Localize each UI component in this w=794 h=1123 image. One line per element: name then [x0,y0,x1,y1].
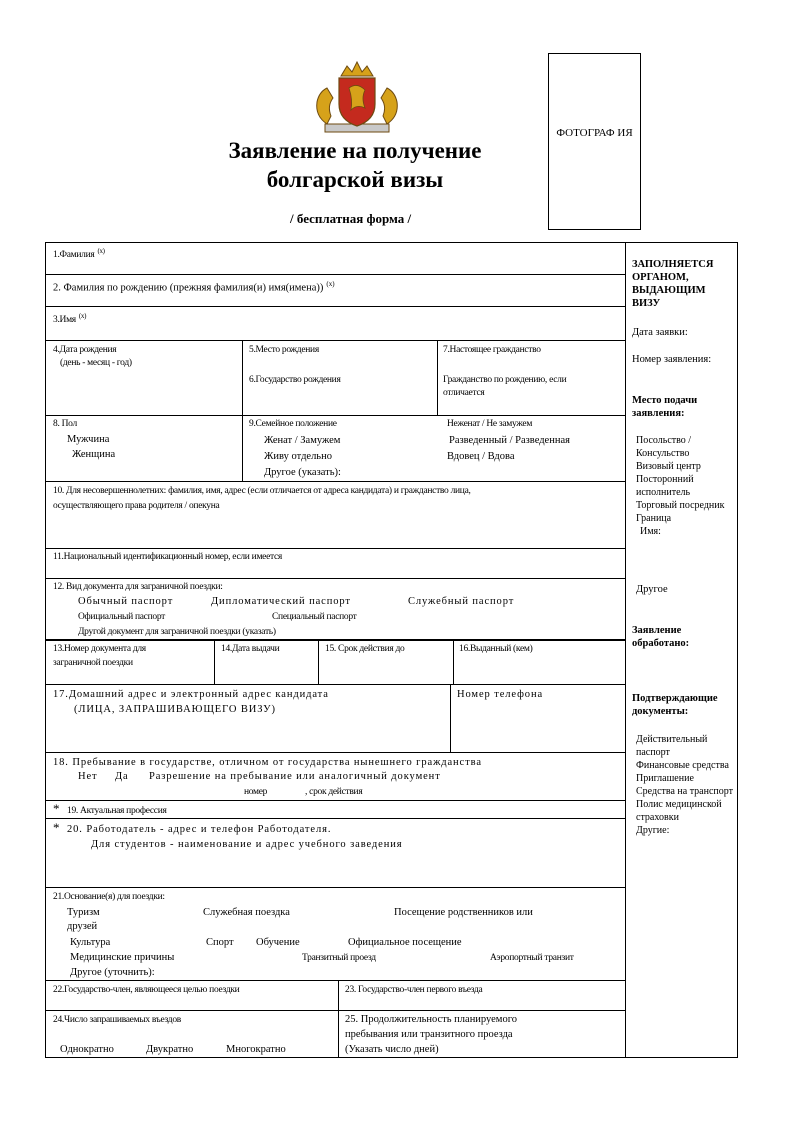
doc-invitation[interactable]: Приглашение [636,773,694,784]
surname-label: 1.Фамилия [53,250,95,261]
purpose-option-medical[interactable]: Медицинские причины [70,952,175,963]
submission-place-list [636,434,734,538]
purpose-option-transit[interactable]: Транзитный проезд [302,953,376,963]
purpose-option-sport[interactable]: Спорт [206,937,234,948]
birth-country-label: 6.Государство рождения [249,375,341,385]
guardian-label-1: 10. Для несовершеннолетних: фамилия, имя, адрес (если отличается от адреса кандидата) и гражданство лица, [53,486,471,496]
purpose-option-airport[interactable]: Аэропортный транзит [490,953,574,963]
doc-financial[interactable]: Финансовые средства [636,760,729,771]
purpose-option-business[interactable]: Служебная поездка [203,907,290,918]
doc-number-label-1: 13.Номер документа для [53,644,146,654]
purpose-option-visit[interactable]: Посещение родственников или [394,907,533,918]
marital-option-widowed[interactable]: Вдовец / Вдова [447,451,515,462]
travel-document-label: 12. Вид документа для заграничной поездки: [53,582,223,592]
submission-place-heading: Место подачи заявления: [632,395,698,419]
photo-label: ФОТОГРАФ ИЯ [556,127,633,139]
birth-citizenship-hint-2: отличается [443,388,485,398]
supporting-docs-heading: Подтверждающие документы: [632,693,718,717]
residence-option-yes[interactable]: Да [115,771,129,782]
doc-transport[interactable]: Средства на транспорт [636,786,734,797]
stay-duration-label-2: пребывания или транзитного проезда [345,1029,513,1040]
occupation-label: 19. Актуальная профессия [67,806,167,816]
place-visa-center[interactable]: Визовый центр [636,461,701,472]
purpose-option-official[interactable]: Официальное посещение [348,937,462,948]
purpose-option-tourism[interactable]: Туризм [67,907,100,918]
doc-option-official[interactable]: Официальный паспорт [78,612,165,622]
first-name-label: 3.Имя [53,315,76,326]
permit-validity-label: , срок действия [305,787,363,797]
doc-number-label-2: заграничной поездки [53,658,133,668]
marital-option-divorced[interactable]: Разведенный / Разведенная [449,435,570,446]
marital-option-other[interactable]: Другое (указать): [264,467,341,478]
doc-option-service[interactable]: Служебный паспорт [408,596,515,607]
doc-option-ordinary[interactable]: Обычный паспорт [78,596,174,607]
purpose-option-visit-cont: друзей [67,921,98,932]
doc-passport[interactable]: Действительный паспорт [636,734,708,758]
place-provider[interactable]: Посторонний исполнитель [636,474,694,498]
doc-option-diplomatic[interactable]: Дипломатический паспорт [211,596,351,607]
entries-option-double[interactable]: Двукратно [146,1044,194,1055]
employer-label-1: 20. Работодатель - адрес и телефон Работодателя. [67,824,332,835]
marital-option-separated[interactable]: Живу отдельно [264,451,332,462]
phone-label: Номер телефона [457,689,544,700]
citizenship-label: 7.Настоящее гражданство [443,345,541,355]
required-mark: (x) [326,280,335,288]
national-id-label: 11.Национальный идентификационный номер, если имеется [53,552,282,562]
permit-number-label: номер [244,787,268,797]
entries-option-single[interactable]: Однократно [60,1044,114,1055]
birth-citizenship-hint-1: Гражданство по рождению, если [443,375,567,385]
place-embassy[interactable]: Посольство / Консульство [636,435,692,459]
travel-purpose-label: 21.Основание(я) для поездки: [53,892,165,902]
supporting-docs-list [632,733,734,837]
destination-state-label: 22.Государство-член, являющееся целью поездки [53,985,240,995]
birth-date-hint: (день - месяц - год) [60,358,132,368]
place-other[interactable]: Другое [636,584,668,595]
photo-box[interactable] [548,53,641,230]
doc-option-special[interactable]: Специальный паспорт [272,612,357,622]
marital-option-married[interactable]: Женат / Замужем [264,435,341,446]
first-entry-state-label: 23. Государство-член первого въезда [345,985,483,995]
residence-label: 18. Пребывание в государстве, отличном от государства нынешнего гражданства [53,757,482,768]
required-mark: (x) [97,247,105,255]
official-use-heading: ЗАПОЛНЯЕТСЯ ОРГАНОМ, ВЫДАЮЩИМ ВИЗУ [632,259,714,309]
issue-date-label: 14.Дата выдачи [221,644,280,654]
residence-option-no[interactable]: Нет [78,771,98,782]
birth-place-label: 5.Место рождения [249,345,319,355]
application-date-label: Дата заявки: [632,327,688,338]
stay-duration-label-1: 25. Продолжительность планируемого [345,1014,517,1025]
purpose-option-culture[interactable]: Культура [70,937,111,948]
doc-other[interactable]: Другие: [636,825,670,836]
doc-option-other[interactable]: Другой документ для заграничной поездки (указать) [78,627,276,637]
stay-duration-label-3: (Указать число дней) [345,1044,439,1055]
application-processed-label: Заявление обработано: [632,625,690,649]
required-mark: (x) [78,312,87,320]
purpose-option-other[interactable]: Другое (уточнить): [70,967,155,978]
place-name[interactable]: Имя: [640,526,661,537]
sex-label: 8. Пол [53,419,77,429]
home-address-label-1: 17.Домашний адрес и электронный адрес кандидата [53,689,329,700]
doc-insurance[interactable]: Полис медицинской страховки [636,799,722,823]
entries-option-multiple[interactable]: Многократно [226,1044,286,1055]
marital-option-single[interactable]: Неженат / Не замужем [447,419,533,429]
entries-label: 24.Число запрашиваемых въездов [53,1015,181,1025]
birth-date-label: 4.Дата рождения [53,345,117,355]
guardian-label-2: осуществляющего права родителя / опекуна [53,501,220,511]
purpose-option-study[interactable]: Обучение [256,937,300,948]
form-subtitle: / бесплатная форма / [290,211,412,226]
sex-option-male[interactable]: Мужчина [67,434,110,445]
place-border[interactable]: Граница [636,513,672,524]
place-intermediary[interactable]: Торговый посредник [636,500,725,511]
star-mark: * [53,820,60,835]
coat-of-arms-emblem [305,54,409,138]
employer-label-2: Для студентов - наименование и адрес учебного заведения [91,839,403,850]
issued-by-label: 16.Выданный (кем) [459,644,533,654]
star-mark: * [53,801,60,816]
application-number-label: Номер заявления: [632,354,712,365]
birth-surname-label: 2. Фамилия по рождению (прежняя фамилия(и) имя(имена)) [53,282,324,294]
marital-status-label: 9.Семейное положение [249,419,337,429]
valid-until-label: 15. Срок действия до [325,644,405,654]
home-address-label-2: (ЛИЦА, ЗАПРАШИВАЮЩЕГО ВИЗУ) [74,704,276,715]
residence-permit-label: Разрешение на пребывание или аналогичный документ [149,771,441,782]
form-title: Заявление на получение болгарской визы [228,138,482,192]
sex-option-female[interactable]: Женщина [72,449,116,460]
